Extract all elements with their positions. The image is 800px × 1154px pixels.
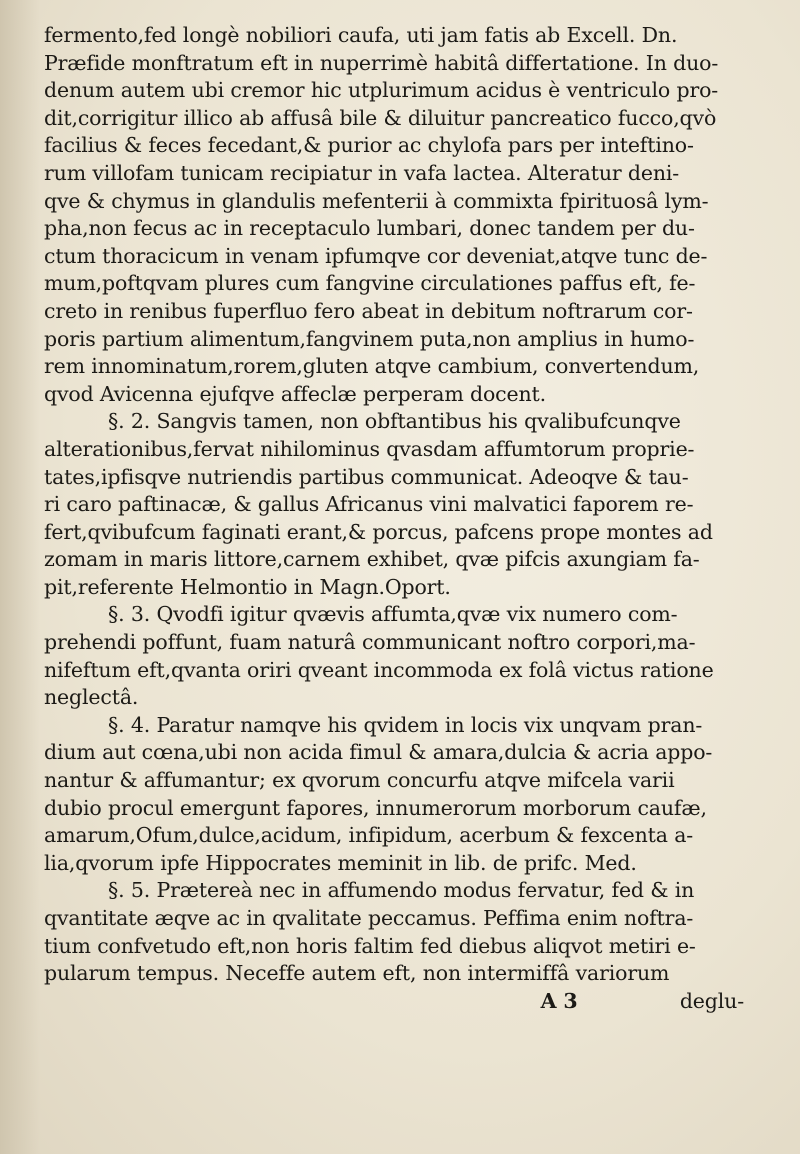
text-line: dit,corrigitur illico ab affusâ bile & diluitur pancreatico fucco,qvò — [44, 105, 717, 130]
text-line: neglectâ. — [44, 685, 139, 710]
text-line: facilius & feces fecedant,& purior ac chylofa pars per inteftino- — [44, 133, 694, 158]
section-heading-line: §. 5. Prætereà nec in affumendo modus fervatur, fed & in — [108, 878, 695, 903]
section-heading-line: §. 4. Paratur namqve his qvidem in locis vix unqvam pran- — [108, 712, 703, 737]
text-line: denum autem ubi cremor hic utplurimum acidus è ventriculo pro- — [44, 78, 719, 103]
text-line: dium aut cœna,ubi non acida fimul & amara,dulcia & acria appo- — [44, 740, 713, 765]
signature-mark: A 3 — [540, 988, 578, 1013]
section-heading-line: §. 2. Sangvis tamen, non obftantibus his qvalibufcunqve — [108, 409, 681, 434]
text-line: lia,qvorum ipfe Hippocrates meminit in lib. de prifc. Med. — [44, 850, 637, 875]
text-line: amarum,Ofum,dulce,acidum, infipidum, acerbum & fexcenta a- — [44, 823, 694, 848]
page-footer — [44, 988, 784, 1016]
text-line: creto in renibus fuperfluo fero abeat in debitum noftrarum cor- — [44, 298, 693, 323]
text-line: nantur & affumantur; ex qvorum concurfu atqve mifcela varii — [44, 768, 675, 793]
text-line: tates,ipfisqve nutriendis partibus communicat. Adeoqve & tau- — [44, 464, 689, 489]
text-line: pha,non fecus ac in receptaculo lumbari, donec tandem per du- — [44, 216, 695, 241]
section-heading-line: §. 3. Qvodfi igitur qvævis affumta,qvæ vix numero com- — [108, 602, 678, 627]
text-line: qve & chymus in glandulis mefenterii à commixta fpirituosâ lym- — [44, 188, 709, 213]
text-line: tium confvetudo eft,non horis faltim fed diebus aliqvot metiri e- — [44, 933, 696, 958]
text-line: nifeftum eft,qvanta oriri qveant incommoda ex folâ victus ratione — [44, 657, 714, 682]
text-line: Præfide monftratum eft in nuperrimè habitâ differtatione. In duo- — [44, 50, 719, 75]
text-line: rum villofam tunicam recipiatur in vafa lactea. Alteratur deni- — [44, 160, 680, 185]
text-line: dubio procul emergunt fapores, innumerorum morborum caufæ, — [44, 795, 707, 820]
text-line: ctum thoracicum in venam ipfumqve cor deveniat,atqve tunc de- — [44, 243, 708, 268]
text-line: alterationibus,fervat nihilominus qvasdam affumtorum proprie- — [44, 436, 695, 461]
text-line: qvantitate æqve ac in qvalitate peccamus. Peffima enim noftra- — [44, 906, 694, 930]
text-line: rem innominatum,rorem,gluten atqve cambium, convertendum, — [44, 354, 700, 379]
text-line: mum,poftqvam plures cum fangvine circulationes paffus eft, fe- — [44, 271, 696, 296]
text-line: zomam in maris littore,carnem exhibet, qvæ pifcis axungiam fa- — [44, 547, 700, 572]
text-line: poris partium alimentum,fangvinem puta,non amplius in humo- — [44, 326, 695, 351]
text-line: prehendi poffunt, fuam naturâ communicant noftro corpori,ma- — [44, 630, 696, 655]
catchword: deglu- — [679, 988, 744, 1013]
text-line: fert,qvibufcum faginati erant,& porcus, pafcens prope montes ad — [44, 519, 713, 544]
text-line: fermento,fed longè nobiliori caufa, uti jam fatis ab Excell. Dn. — [44, 23, 678, 47]
text-line: ri caro paftinacæ, & gallus Africanus vini malvatici faporem re- — [44, 492, 694, 517]
text-line: qvod Avicenna ejufqve affeclæ perperam docent. — [44, 381, 546, 406]
text-line: pularum tempus. Neceffe autem eft, non intermiffâ variorum — [44, 961, 670, 986]
text-line: pit,referente Helmontio in Magn.Oport. — [44, 574, 451, 599]
body-text — [44, 22, 784, 1015]
